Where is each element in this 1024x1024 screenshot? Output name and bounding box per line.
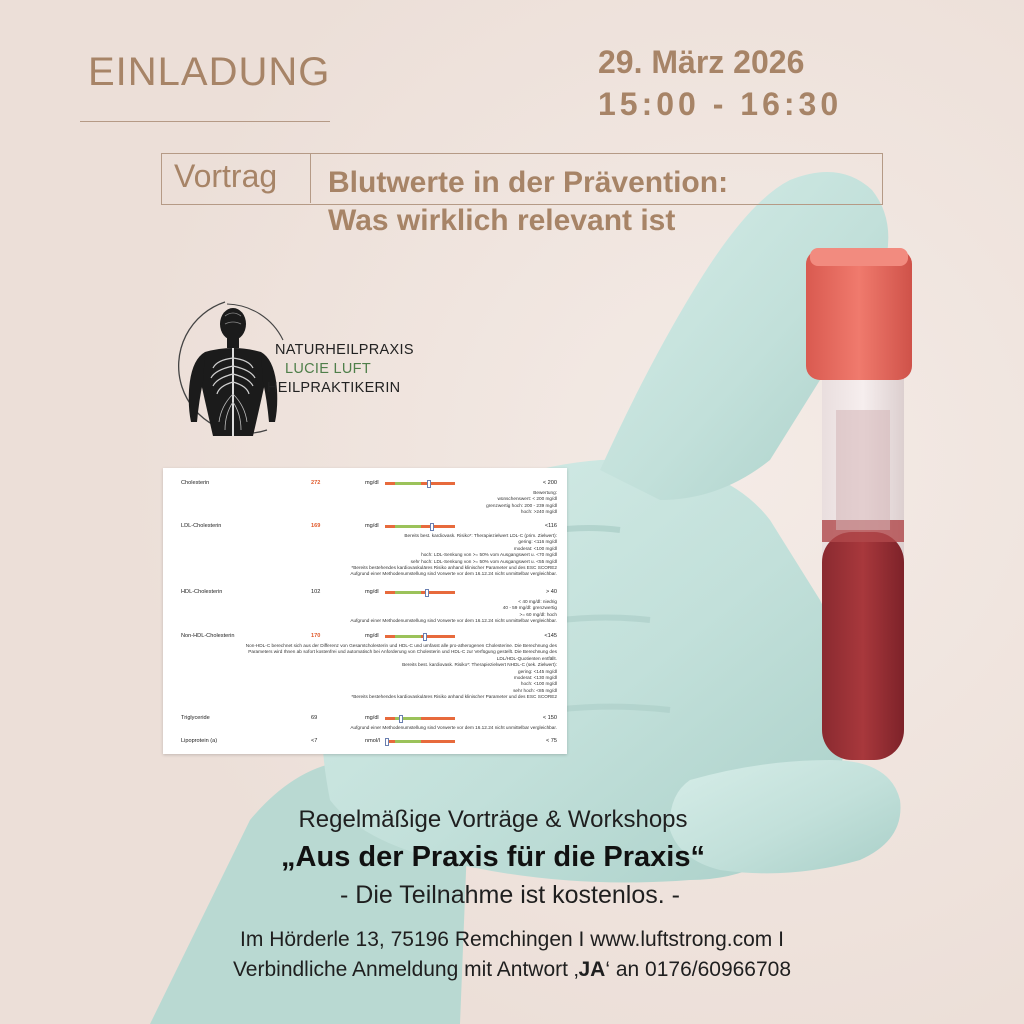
lab-note-line: gering: <145 mg/dl bbox=[518, 668, 557, 674]
lab-notes bbox=[350, 725, 557, 731]
lab-note-line: Bewertung: bbox=[533, 490, 557, 495]
lab-note-line: wünschenswert: < 200 mg/dl bbox=[497, 496, 557, 502]
lab-range-bar bbox=[385, 525, 455, 528]
talk-title-line-2: Was wirklich relevant ist bbox=[328, 204, 676, 237]
lab-note-line: gering: <116 mg/dl bbox=[518, 539, 557, 545]
lab-unit: mg/dl bbox=[365, 480, 379, 486]
lab-note-line: LDL/HDL-Quotienten entfällt. bbox=[496, 655, 557, 661]
lab-reference-range: <145 bbox=[544, 633, 557, 639]
lab-notes bbox=[350, 599, 557, 625]
lab-note-line: *Bereits bestehendes kardiovaskuläres Risiko anhand klinischer Parameter und des ESC SCORE2 bbox=[351, 694, 557, 700]
lab-unit: mg/dl bbox=[365, 633, 379, 639]
lab-range-bar bbox=[385, 591, 455, 594]
lab-note-line: Parameters wird Ihnen ab sofort kostenfrei und automatisch bei Anforderung von Cholesterin und HDL-C zur Verfügung gestellt. Die Berechnung des bbox=[248, 649, 557, 655]
lab-range-segment bbox=[421, 525, 455, 528]
lab-unit: mg/dl bbox=[365, 589, 379, 595]
lab-row bbox=[163, 715, 567, 723]
lab-parameter-name: Lipoprotein (a) bbox=[181, 738, 218, 744]
title-underline bbox=[80, 121, 330, 122]
lab-range-bar bbox=[385, 482, 455, 485]
lab-note-line: grenzwertig hoch: 200 - 239 mg/dl bbox=[486, 502, 557, 508]
lab-reference-range: < 150 bbox=[542, 715, 557, 721]
lab-note-line: Bereits best. kardiovask. Risiko*: Therapiezielwert NHDL-C (sek. Zielwert): bbox=[402, 662, 557, 668]
lab-note-line: 40 - 59 mg/dl: grenzwertig bbox=[502, 605, 557, 611]
lab-parameter-name: Triglyceride bbox=[181, 715, 210, 721]
practice-logo bbox=[155, 290, 425, 440]
lab-row bbox=[163, 738, 567, 746]
lab-range-segment bbox=[421, 717, 455, 720]
lab-range-segment bbox=[385, 591, 395, 594]
lab-parameter-name: Cholesterin bbox=[181, 480, 210, 486]
lab-range-segment bbox=[385, 717, 395, 720]
lab-note-line: < 40 mg/dl: niedrig bbox=[518, 599, 557, 604]
address-line: Im Hörderle 13, 75196 Remchingen I www.luftstrong.com I bbox=[240, 928, 784, 951]
lab-unit: mg/dl bbox=[365, 523, 379, 529]
lab-note-line: sehr hoch: <85 mg/dl bbox=[513, 687, 557, 693]
registration-line bbox=[0, 958, 1024, 982]
lab-unit: mg/dl bbox=[365, 715, 379, 721]
talk-type-label: Vortrag bbox=[174, 158, 278, 194]
lab-range-segment bbox=[385, 635, 395, 638]
lab-row bbox=[163, 633, 567, 641]
lab-reference-range: > 40 bbox=[545, 589, 557, 595]
lab-result-value: 170 bbox=[311, 633, 321, 639]
lab-range-bar bbox=[385, 717, 455, 720]
lab-parameter-name: Non-HDL-Cholesterin bbox=[181, 633, 235, 639]
lab-row bbox=[163, 480, 567, 488]
lab-range-bar bbox=[385, 740, 455, 743]
lab-result-value: 169 bbox=[311, 523, 321, 529]
lab-range-marker bbox=[430, 523, 434, 531]
lab-parameter-name: HDL-Cholesterin bbox=[181, 589, 223, 595]
lab-note-line: hoch: >240 mg/dl bbox=[520, 509, 557, 515]
registration-prefix: Verbindliche Anmeldung mit Antwort ‚ bbox=[232, 958, 579, 981]
lab-range-marker bbox=[385, 738, 389, 746]
talk-frame-divider bbox=[310, 153, 311, 203]
lab-note-line: Non-HDL-C berechnet sich aus der Differenz von Gesamtcholesterin und HDL-C und umfasst alle pro-atherogenen Cholesterine. Die Berechnung des bbox=[245, 643, 557, 648]
lab-note-line: >= 60 mg/dl: hoch bbox=[519, 611, 557, 617]
lab-note-line: Bereits best. kardiovask. Risiko*: Therapiezielwert LDL-C (prim. Zielwert): bbox=[404, 533, 557, 538]
lab-range-marker bbox=[425, 589, 429, 597]
lab-note-line: moderat: <100 mg/dl bbox=[513, 545, 557, 551]
lab-note-line: Aufgrund einer Methodenumstellung sind Vorwerte vor dem 16.12.24 nicht unmittelbar vergleichbar. bbox=[350, 571, 557, 577]
lab-result-value: 69 bbox=[311, 715, 318, 721]
logo-line-practice: NATURHEILPRAXIS bbox=[275, 342, 414, 358]
lab-reference-range: < 75 bbox=[545, 738, 557, 744]
invitation-label: EINLADUNG bbox=[88, 50, 331, 94]
series-subtitle: Regelmäßige Vorträge & Workshops bbox=[298, 806, 688, 833]
lab-row bbox=[163, 523, 567, 531]
lab-range-segment bbox=[395, 525, 422, 528]
lab-range-bar bbox=[385, 635, 455, 638]
lab-result-value: 102 bbox=[311, 589, 321, 595]
lab-range-segment bbox=[395, 482, 422, 485]
lab-range-marker bbox=[423, 633, 427, 641]
lab-reference-range: < 200 bbox=[542, 480, 557, 486]
lab-range-segment bbox=[421, 740, 455, 743]
lab-parameter-name: LDL-Cholesterin bbox=[181, 523, 222, 529]
lab-range-marker bbox=[399, 715, 403, 723]
lab-report-excerpt bbox=[163, 468, 567, 754]
registration-suffix: ‘ an 0176/60966708 bbox=[605, 958, 792, 981]
talk-title-line-1: Blutwerte in der Prävention: bbox=[328, 166, 729, 199]
lab-row bbox=[163, 589, 567, 597]
lab-range-segment bbox=[395, 591, 422, 594]
event-date: 29. März 2026 bbox=[598, 44, 805, 80]
logo-line-name: LUCIE LUFT bbox=[285, 361, 371, 377]
lab-note-line: moderat: <130 mg/dl bbox=[513, 674, 557, 680]
free-admission-note: - Die Teilnahme ist kostenlos. - bbox=[340, 881, 680, 909]
lab-result-value: <7 bbox=[311, 738, 318, 744]
lab-note-line: Aufgrund einer Methodenumstellung sind Vorwerte vor dem 16.12.24 nicht unmittelbar vergleichbar. bbox=[350, 618, 557, 624]
lab-notes bbox=[350, 533, 557, 578]
lab-note-line: hoch: <100 mg/dl bbox=[520, 681, 557, 687]
lab-note-line: *Bereits bestehendes kardiovaskuläres Risiko anhand klinischer Parameter und des ESC SCORE2 bbox=[351, 564, 557, 570]
logo-line-profession: HEILPRAKTIKERIN bbox=[267, 380, 401, 396]
lab-note-line: hoch: LDL-Senkung von >= 50% vom Ausgangswert u. <70 mg/dl bbox=[421, 552, 557, 558]
lab-range-segment bbox=[395, 635, 422, 638]
lab-result-value: 272 bbox=[311, 480, 321, 486]
lab-range-segment bbox=[385, 482, 395, 485]
lab-notes bbox=[486, 490, 557, 516]
series-motto: „Aus der Praxis für die Praxis“ bbox=[281, 841, 705, 873]
lab-unit: nmol/l bbox=[365, 738, 380, 744]
lab-range-segment bbox=[395, 740, 422, 743]
lab-range-marker bbox=[427, 480, 431, 488]
lab-reference-range: <116 bbox=[544, 523, 557, 529]
lab-range-segment bbox=[385, 525, 395, 528]
registration-keyword: JA bbox=[578, 958, 606, 981]
event-time: 15:00 - 16:30 bbox=[598, 86, 843, 122]
lab-note-line: sehr hoch: LDL-Senkung von >= 50% vom Ausgangswert u. <55 mg/dl bbox=[410, 558, 557, 564]
lab-note-line: Aufgrund einer Methodenumstellung sind Vorwerte vor dem 16.12.24 nicht unmittelbar vergleichbar. bbox=[350, 725, 557, 730]
lab-notes bbox=[246, 643, 557, 701]
